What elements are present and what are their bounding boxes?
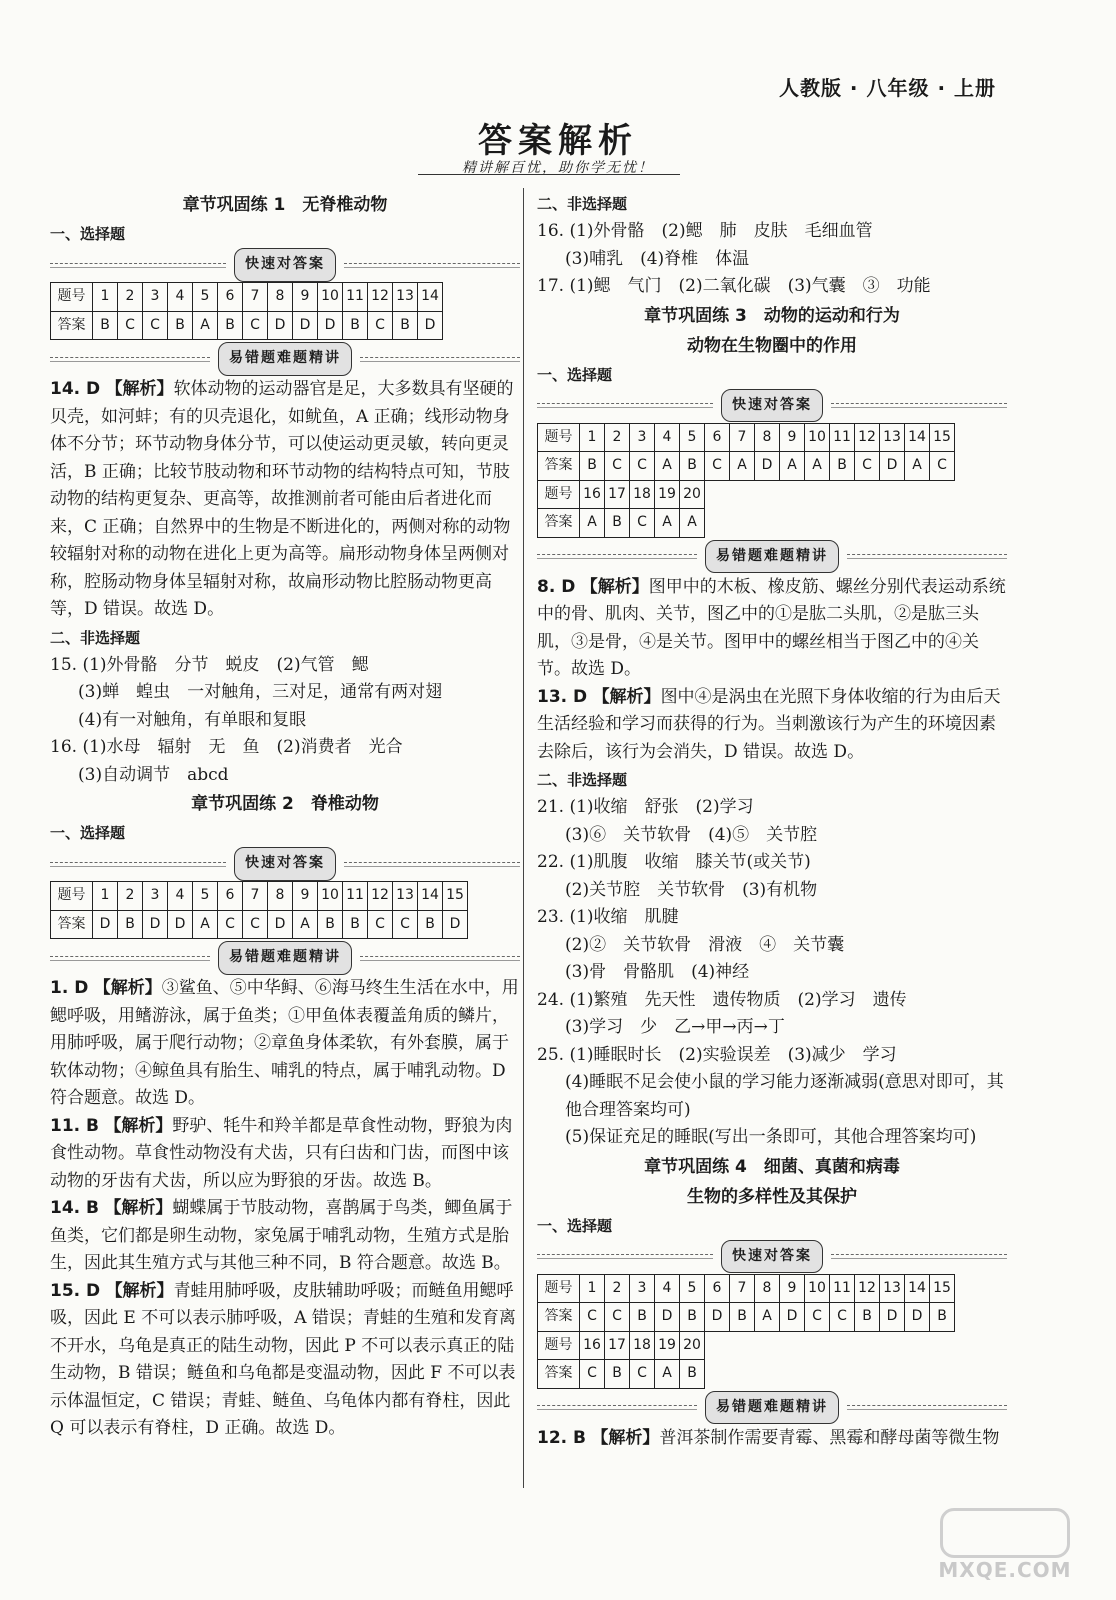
watermark [930,1508,1080,1582]
answer-cell: D [880,452,905,481]
question-number-cell: 7 [730,423,755,452]
section-title: 章节巩固练 3 动物的运动和行为 [644,305,900,326]
answer-cell: C [218,910,243,939]
answer-line: 15. (1)外骨骼 分节 蜕皮 (2)气管 鳃 [50,654,369,675]
answer-cell: D [880,1303,905,1332]
explanation-banner: 易错题难题精讲 [50,943,520,973]
answer-cell: D [443,910,468,939]
answer-cell: A [805,452,830,481]
question-number-cell: 5 [193,283,218,312]
watermark-url: MXQE.COM [938,1558,1072,1582]
answer-cell: C [368,910,393,939]
quick-answer-banner: 快速对答案 [537,391,1007,421]
answer-line: 21. (1)收缩 舒张 (2)学习 [537,797,754,817]
answer-cell: C [393,910,418,939]
row-label: 答案 [538,509,580,538]
row-label: 题号 [538,480,580,509]
column-divider [523,188,524,1488]
answer-line: (3)骨 骨骼肌 (4)神经 [565,962,750,982]
question-number-cell: 6 [705,1274,730,1303]
answer-cell: B [318,910,343,939]
answer-cell: B [730,1303,755,1332]
question-number-cell: 13 [880,423,905,452]
explanation-item: 14. B 【解析】蝴蝶属于节肢动物，喜鹊属于鸟类，鲫鱼属于鱼类，它们都是卵生动物，家兔属于哺乳动物，生殖方式是胎生，因此其生殖方式与其他三种不同，B 符合题意。故选 B。 [50,1198,513,1273]
answer-line: 22. (1)肌腹 收缩 膝关节(或关节) [537,852,811,872]
question-number-cell: 11 [343,283,368,312]
answer-cell: A [755,1303,780,1332]
row-label: 答案 [538,1360,580,1389]
answer-line: (2)关节腔 关节软骨 (3)有机物 [565,879,818,900]
explanation-item: 1. D 【解析】③鲨鱼、⑤中华鲟、⑥海马终生生活在水中，用鳃呼吸，用鳍游泳，属于鱼类；①甲鱼体表覆盖角质的鳞片，用肺呼吸，属于爬行动物；②章鱼身体柔软，有外套膜，属于软体动物；④鲸鱼具有胎生、哺乳的特点，属于哺乳动物。D 符合题意。故选 D。 [50,978,519,1108]
question-number-cell: 1 [580,1274,605,1303]
answer-cell: D [168,910,193,939]
question-number-cell: 8 [755,423,780,452]
question-number-cell: 1 [580,423,605,452]
row-label: 题号 [538,423,580,452]
question-number-cell: 14 [905,1274,930,1303]
answer-line: (3)哺乳 (4)脊椎 体温 [565,248,750,269]
explanation-banner: 易错题难题精讲 [537,1393,1007,1423]
question-number-cell: 9 [293,283,318,312]
answer-cell: D [655,1303,680,1332]
answer-table [537,1274,955,1389]
question-number-cell: 2 [605,423,630,452]
answer-line: 23. (1)收缩 肌腱 [537,907,679,927]
question-number-cell: 10 [805,423,830,452]
answer-cell: B [605,1360,630,1389]
question-number-cell: 3 [143,882,168,911]
row-label: 题号 [51,283,93,312]
question-number-cell: 4 [655,423,680,452]
section-heading: 二、非选择题 [537,195,628,213]
answer-line: (2)② 关节软骨 滑液 ④ 关节囊 [565,934,845,955]
answer-line: 16. (1)外骨骼 (2)鳃 肺 皮肤 毛细血管 [537,221,873,241]
question-number-cell: 2 [118,283,143,312]
question-number-cell: 9 [293,882,318,911]
answer-cell: D [293,311,318,340]
answer-cell: B [680,1303,705,1332]
question-number-cell: 6 [218,283,243,312]
question-number-cell: 19 [655,1331,680,1360]
question-number-cell: 3 [630,423,655,452]
answer-cell: D [268,311,293,340]
question-number-cell: 1 [93,882,118,911]
question-number-cell: 16 [580,480,605,509]
question-number-cell: 7 [730,1274,755,1303]
answer-cell: C [243,910,268,939]
answer-cell: C [580,1360,605,1389]
answer-cell: B [393,311,418,340]
answer-cell: D [318,311,343,340]
answer-line: (3)自动调节 abcd [78,764,229,785]
quick-answer-banner: 快速对答案 [50,849,520,879]
quick-answer-banner: 快速对答案 [537,1242,1007,1272]
answer-line: (3)学习 少 乙→甲→丙→丁 [565,1017,785,1037]
answer-cell: B [630,1303,655,1332]
page-subtitle: 精讲解百忧，助你学无忧！ [462,160,654,176]
answer-cell: D [143,910,168,939]
question-number-cell: 15 [443,882,468,911]
answer-lines [537,794,1007,1152]
row-label: 题号 [538,1274,580,1303]
answer-line: (5)保证充足的睡眠(写出一条即可，其他合理答案均可) [565,1127,977,1147]
row-label: 题号 [538,1331,580,1360]
answer-cell: C [143,311,168,340]
answer-cell: C [243,311,268,340]
section-title: 生物的多样性及其保护 [687,1186,857,1207]
row-label: 题号 [51,882,93,911]
section-title: 章节巩固练 1 无脊椎动物 [182,195,388,215]
question-number-cell: 2 [605,1274,630,1303]
question-number-cell: 10 [805,1274,830,1303]
row-label: 答案 [538,452,580,481]
question-number-cell: 15 [930,1274,955,1303]
question-number-cell: 8 [268,283,293,312]
question-number-cell: 10 [318,283,343,312]
answer-cell: D [905,1303,930,1332]
question-number-cell: 11 [343,882,368,911]
answer-cell: B [343,910,368,939]
question-number-cell: 4 [168,283,193,312]
page-title: 答案解析 [478,121,638,161]
question-number-cell: 9 [780,1274,805,1303]
answer-line: (3)蝉 蝗虫 一对触角，三对足，通常有两对翅 [78,682,443,702]
question-number-cell: 1 [93,283,118,312]
section-heading: 二、非选择题 [50,628,141,647]
answer-cell: C [630,1360,655,1389]
question-number-cell: 12 [855,1274,880,1303]
question-number-cell: 6 [218,882,243,911]
answer-cell: D [755,452,780,481]
question-number-cell: 12 [368,882,393,911]
question-number-cell: 16 [580,1331,605,1360]
question-number-cell: 11 [830,1274,855,1303]
section-heading: 二、非选择题 [537,771,628,789]
answer-cell: B [580,452,605,481]
section-heading: 一、选择题 [537,1216,613,1235]
explanation-banner: 易错题难题精讲 [537,542,1007,572]
left-column [50,190,520,1443]
answer-cell: B [168,311,193,340]
answer-cell: A [655,509,680,538]
answer-cell: B [343,311,368,340]
question-number-cell: 5 [680,1274,705,1303]
question-number-cell: 7 [243,882,268,911]
question-number-cell: 17 [605,480,630,509]
question-number-cell: 9 [780,423,805,452]
answer-cell: A [193,910,218,939]
answer-cell: B [930,1303,955,1332]
answer-cell: A [580,509,605,538]
quick-answer-banner: 快速对答案 [50,250,520,280]
question-number-cell: 19 [655,480,680,509]
answer-cell: B [118,910,143,939]
answer-cell: B [418,910,443,939]
answer-cell: D [268,910,293,939]
answer-cell: B [93,311,118,340]
question-number-cell: 2 [118,882,143,911]
question-number-cell: 4 [655,1274,680,1303]
section-title: 章节巩固练 4 细菌、真菌和病毒 [644,1156,900,1177]
answer-cell: D [780,1303,805,1332]
section-heading: 一、选择题 [50,824,126,842]
answer-cell: A [655,1360,680,1389]
question-number-cell: 8 [755,1274,780,1303]
question-number-cell: 12 [855,423,880,452]
question-number-cell: 11 [830,423,855,452]
question-number-cell: 18 [630,480,655,509]
row-label: 答案 [538,1303,580,1332]
answer-line: (3)⑥ 关节软骨 (4)⑤ 关节腔 [565,824,818,845]
question-number-cell: 5 [680,423,705,452]
question-number-cell: 13 [393,882,418,911]
answer-cell: B [680,452,705,481]
question-number-cell: 17 [605,1331,630,1360]
question-number-cell: 18 [630,1331,655,1360]
question-number-cell: 20 [680,480,705,509]
question-number-cell: 4 [168,882,193,911]
answer-table [50,881,468,939]
answer-line: 16. (1)水母 辐射 无 鱼 (2)消费者 光合 [50,737,403,757]
answer-table [50,282,443,340]
watermark-logo [940,1508,1070,1558]
answer-cell: C [830,1303,855,1332]
right-column [537,190,1007,1452]
explanation-item: 13. D 【解析】图中④是涡虫在光照下身体收缩的行为由后天生活经验和学习而获得的行为。当刺激该行为产生的环境因素去除后，该行为会消失，D 错误。故选 D。 [537,686,1001,762]
answer-cell: D [705,1303,730,1332]
subtitle-underline [418,174,680,175]
answer-cell: D [93,910,118,939]
answer-cell: A [193,311,218,340]
answer-cell: B [218,311,243,340]
section-heading: 一、选择题 [537,365,613,384]
explanation-item: 15. D 【解析】青蛙用肺呼吸，皮肤辅助呼吸；而鲢鱼用鳃呼吸，因此 E 不可以表示肺呼吸，A 错误；青蛙的生殖和发育离不开水，乌龟是真正的陆生动物，因此 P 不可以表示真正的陆生动物，B 错误；鲢鱼和乌龟都是变温动物，因此 F 不可以表示体温恒定，C 错误；青蛙、鲢鱼、乌龟体内都有脊柱，因此 Q 可以表示有脊柱，D 正确。故选 D。 [50,1280,516,1438]
explanation-banner: 易错题难题精讲 [50,344,520,374]
answer-line: (4)有一对触角，有单眼和复眼 [78,709,307,730]
answer-cell: C [368,311,393,340]
answer-cell: C [930,452,955,481]
answer-cell: C [630,509,655,538]
question-number-cell: 14 [418,283,443,312]
section-heading: 一、选择题 [50,225,126,243]
answer-cell: B [855,1303,880,1332]
answer-line: 17. (1)鳃 气门 (2)二氧化碳 (3)气囊 ③ 功能 [537,276,931,296]
explanation-item: 12. B 【解析】普洱茶制作需要青霉、黑霉和酵母菌等微生物 [537,1427,1000,1448]
answer-cell: C [605,452,630,481]
answer-cell: B [830,452,855,481]
answer-cell: C [630,452,655,481]
answer-cell: A [680,509,705,538]
question-number-cell: 10 [318,882,343,911]
question-number-cell: 5 [193,882,218,911]
question-number-cell: 14 [418,882,443,911]
section-title: 动物在生物圈中的作用 [687,335,857,356]
answer-cell: C [605,1303,630,1332]
answer-line: 24. (1)繁殖 先天性 遗传物质 (2)学习 遗传 [537,989,907,1010]
question-number-cell: 12 [368,283,393,312]
answer-cell: A [655,452,680,481]
question-number-cell: 13 [880,1274,905,1303]
explanation-item: 14. D 【解析】软体动物的运动器官是足，大多数具有坚硬的贝壳，如河蚌；有的贝壳退化，如鱿鱼，A 正确；线形动物身体不分节；环节动物身体分节，可以使运动更灵敏，转向更灵活，B 正确；比较节肢动物和环节动物的结构特点可知，节肢动物的结构更复杂、更高等，故推测前者可能由后者进化而来，C 正确；自然界中的生物是不断进化的，两侧对称的动物较辐射对称的动物在进化上更为高等。扁形动物身体呈两侧对称，腔肠动物身体呈辐射对称，故扁形动物比腔肠动物更高等，D 错误。故选 D。 [50,379,514,619]
question-number-cell: 13 [393,283,418,312]
answer-cell: B [680,1360,705,1389]
answer-cell: A [905,452,930,481]
answer-cell: C [855,452,880,481]
answer-line: 25. (1)睡眠时长 (2)实验误差 (3)减少 学习 [537,1044,897,1065]
answer-cell: C [805,1303,830,1332]
question-number-cell: 3 [630,1274,655,1303]
explanation-item: 8. D 【解析】图甲中的木板、橡皮筋、螺丝分别代表运动系统中的骨、肌肉、关节，图乙中的①是肱二头肌，②是肱三头肌，③是骨，④是关节。图甲中的螺丝相当于图乙中的④关节。故选 D。 [537,576,1006,679]
question-number-cell: 8 [268,882,293,911]
answer-cell: A [293,910,318,939]
question-number-cell: 20 [680,1331,705,1360]
answer-cell: A [730,452,755,481]
answer-table [537,423,955,538]
section-title: 章节巩固练 2 脊椎动物 [191,794,379,814]
answer-cell: A [780,452,805,481]
answer-line: (4)睡眠不足会使小鼠的学习能力逐渐减弱(意思对即可，其他合理答案均可) [565,1072,1004,1120]
question-number-cell: 14 [905,423,930,452]
row-label: 答案 [51,311,93,340]
question-number-cell: 7 [243,283,268,312]
explanation-item: 11. B 【解析】野驴、牦牛和羚羊都是草食性动物，野狼为肉食性动物。草食性动物没有犬齿，只有臼齿和门齿，而图中该动物的牙齿有犬齿，所以应为野狼的牙齿。故选 B。 [50,1115,513,1191]
answer-cell: C [580,1303,605,1332]
answer-cell: D [418,311,443,340]
answer-cell: C [705,452,730,481]
row-label: 答案 [51,910,93,939]
question-number-cell: 3 [143,283,168,312]
question-number-cell: 15 [930,423,955,452]
question-number-cell: 6 [705,423,730,452]
answer-cell: B [605,509,630,538]
answer-cell: C [118,311,143,340]
edition-label: 人教版 · 八年级 · 上册 [778,76,996,100]
